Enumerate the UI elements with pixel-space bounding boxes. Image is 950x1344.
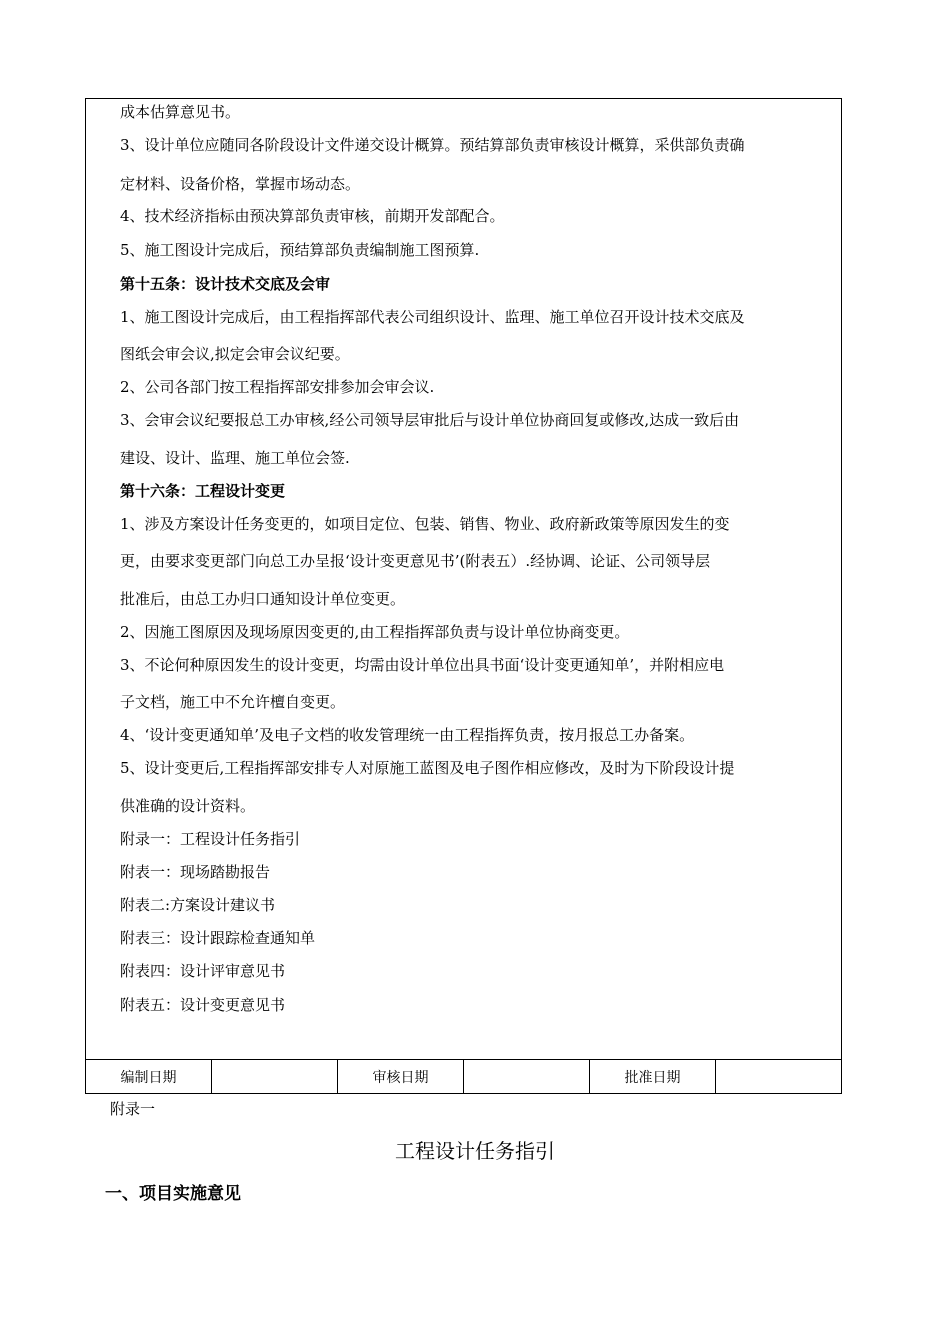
- body-line: 5、施工图设计完成后，预结算部负责编制施工图预算.: [120, 241, 480, 259]
- section-heading: 一、项目实施意见: [105, 1184, 241, 1204]
- reviewed-date-label: 审核日期: [338, 1060, 464, 1094]
- reviewed-date-value: [464, 1060, 590, 1094]
- article-heading: 第十六条：工程设计变更: [120, 482, 286, 500]
- body-line: 更，由要求变更部门向总工办呈报‘设计变更意见书’(附表五）.经协调、论证、公司领导层: [120, 552, 711, 570]
- body-line: 1、施工图设计完成后，由工程指挥部代表公司组织设计、监理、施工单位召开设计技术交底及: [120, 308, 745, 326]
- body-line: 批准后，由总工办归口通知设计单位变更。: [120, 590, 406, 608]
- signature-row: [86, 1059, 841, 1094]
- body-line: 4、‘设计变更通知单’及电子文档的收发管理统一由工程指挥负责，按月报总工办备案。: [120, 726, 695, 744]
- approved-date-value: [716, 1060, 841, 1094]
- appendix-item: 附录一：工程设计任务指引: [120, 830, 301, 848]
- compiled-date-value: [212, 1060, 338, 1094]
- body-line: 供准确的设计资料。: [120, 797, 256, 815]
- body-line: 1、涉及方案设计任务变更的，如项目定位、包装、销售、物业、政府新政策等原因发生的变: [120, 515, 730, 533]
- body-line: 定材料、设备价格，掌握市场动态。: [120, 175, 361, 193]
- appendix-item: 附表五：设计变更意见书: [120, 996, 286, 1014]
- body-line: 子文档，施工中不允许檀自变更。: [120, 693, 346, 711]
- body-line: 3、设计单位应随同各阶段设计文件递交设计概算。预结算部负责审核设计概算，采供部负责确: [120, 136, 745, 154]
- body-line: 2、公司各部门按工程指挥部安排参加会审会议.: [120, 378, 435, 396]
- appendix-item: 附表三：设计跟踪检查通知单: [120, 929, 316, 947]
- appendix-label: 附录一: [110, 1100, 156, 1118]
- appendix-item: 附表四：设计评审意见书: [120, 962, 286, 980]
- body-line: 建设、设计、监理、施工单位会签.: [120, 449, 350, 467]
- body-line: 3、不论何种原因发生的设计变更，均需由设计单位出具书面‘设计变更通知单’，并附相应电: [120, 656, 725, 674]
- body-line: 5、设计变更后,工程指挥部安排专人对原施工蓝图及电子图作相应修改，及时为下阶段设计提: [120, 759, 735, 777]
- appendix-item: 附表二:方案设计建议书: [120, 896, 276, 914]
- body-line: 3、会审会议纪要报总工办审核,经公司领导层审批后与设计单位协商回复或修改,达成一致后由: [120, 411, 740, 429]
- body-line: 成本估算意见书。: [120, 103, 241, 121]
- compiled-date-label: 编制日期: [86, 1060, 212, 1094]
- appendix-item: 附表一：现场踏勘报告: [120, 863, 271, 881]
- body-line: 图纸会审会议,拟定会审会议纪要。: [120, 345, 350, 363]
- article-heading: 第十五条：设计技术交底及会审: [120, 275, 331, 293]
- document-frame: [85, 98, 842, 1094]
- body-line: 2、因施工图原因及现场原因变更的,由工程指挥部负责与设计单位协商变更。: [120, 623, 630, 641]
- body-line: 4、技术经济指标由预决算部负责审核，前期开发部配合。: [120, 207, 505, 225]
- document-title: 工程设计任务指引: [395, 1139, 555, 1163]
- approved-date-label: 批准日期: [590, 1060, 716, 1094]
